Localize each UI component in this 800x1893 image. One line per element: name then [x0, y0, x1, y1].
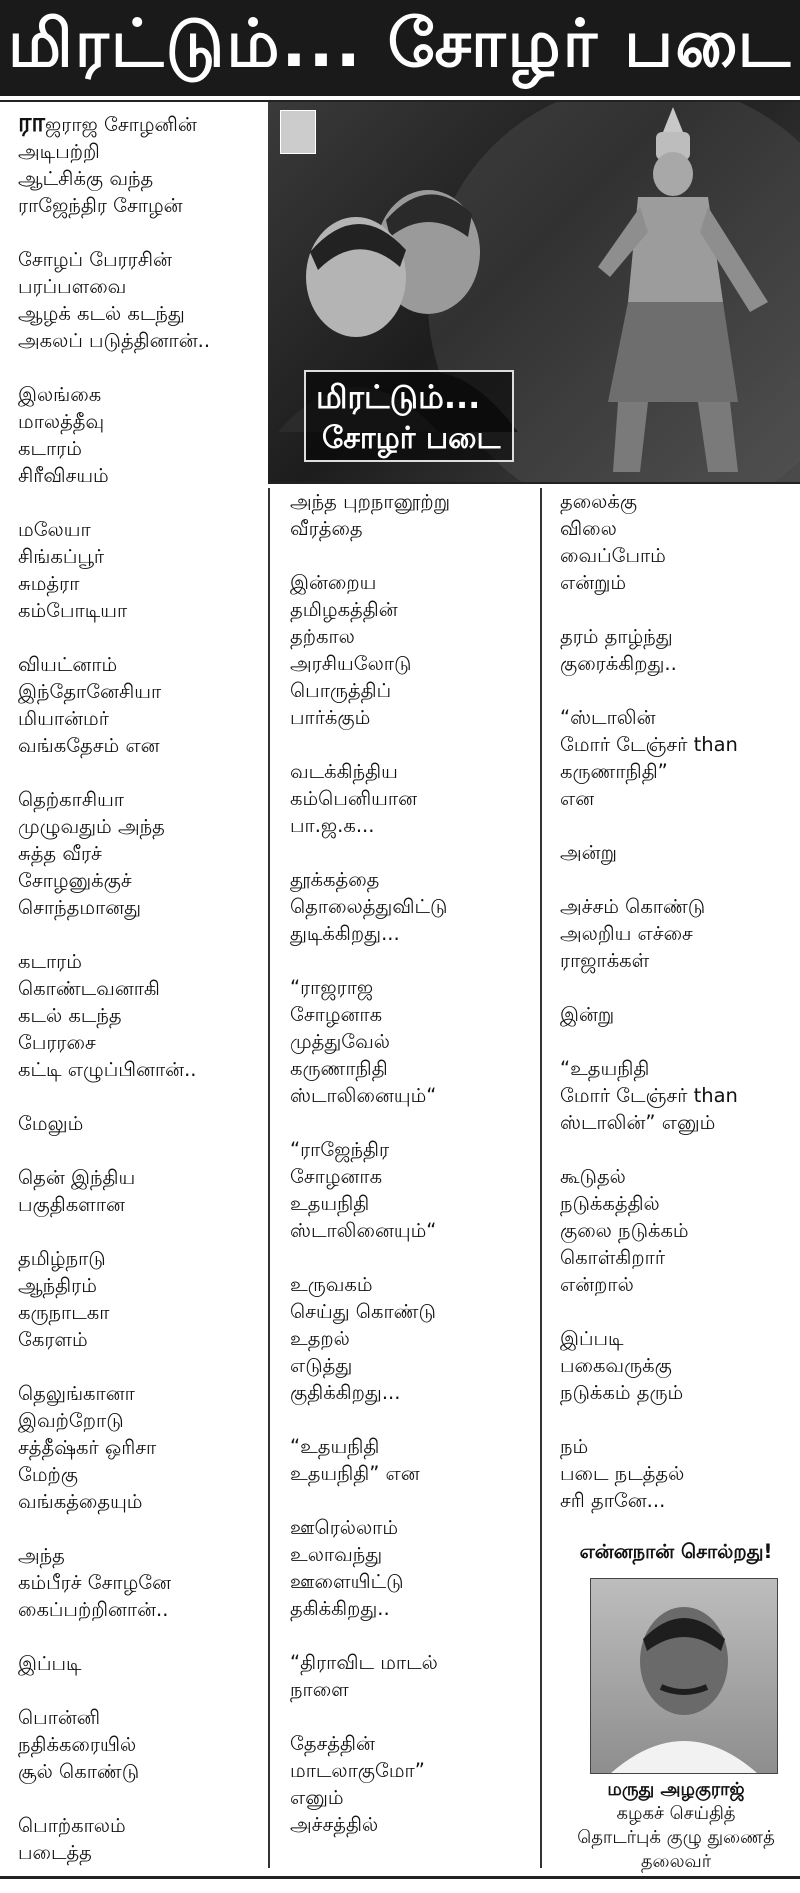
stanza: “உதயநிதி உதயநிதி” என — [290, 1435, 420, 1485]
stanza: “திராவிட மாடல் நாளை — [290, 1651, 438, 1701]
illustration-caption — [304, 370, 514, 462]
stanza: கடாரம் கொண்டவனாகி கடல் கடந்த பேரரசை கட்டி எழுப்பினான்.. — [18, 950, 197, 1081]
stanza: பொற்காலம் படைத்த — [18, 1814, 126, 1864]
stanza: கூடுதல் நடுக்கத்தில் குலை நடுக்கம் கொள்கிறார் என்றால் — [560, 1165, 689, 1296]
column-divider — [540, 488, 542, 1868]
stanza: தரம் தாழ்ந்து குரைக்கிறது.. — [560, 625, 677, 675]
stanza: சோழப் பேரரசின் பரப்பளவை ஆழக் கடல் கடந்து அகலப் படுத்தினான்.. — [18, 248, 211, 352]
column-3 — [560, 488, 790, 1541]
author-role-line: தலைவர் — [640, 1851, 712, 1872]
portrait-stamp — [280, 110, 316, 154]
stanza: ஊரெல்லாம் உலாவந்து ஊளையிட்டு தகிக்கிறது.. — [290, 1516, 404, 1620]
stanza: தெற்காசியா முழுவதும் அந்த சுத்த வீரச் சோழனுக்குச் சொந்தமானது — [18, 788, 165, 919]
stanza: “ஸ்டாலின் மோர் டேஞ்சர் than கருணாநிதி” என — [560, 706, 738, 810]
stanza: “ராஜராஜ சோழனாக முத்துவேல் கருணாநிதி ஸ்டாலினையும்“ — [290, 976, 437, 1107]
stanza: இலங்கை மாலத்தீவு கடாரம் சிரீவிசயம் — [18, 383, 109, 487]
stanza: தூக்கத்தை தொலைத்துவிட்டு துடிக்கிறது... — [290, 868, 448, 945]
signoff-heading: என்னநான் சொல்றது! — [579, 1540, 773, 1563]
author-name: மருது அழகுராஜ் — [607, 1779, 745, 1800]
portrait-art — [591, 1579, 777, 1773]
stanza: இப்படி பகைவருக்கு நடுக்கம் தரும் — [560, 1327, 684, 1404]
stanza: தெலுங்கானா இவற்றோடு சத்தீஷ்கர் ஒரிசா மேற்கு வங்கத்தையும் — [18, 1382, 157, 1513]
stanza: அன்று — [560, 841, 617, 864]
author-role-line: தொடர்புக் குழு துணைத் — [577, 1827, 775, 1848]
caption-line-2: சோழர் படை — [322, 421, 501, 456]
stanza: வியட்னாம் இந்தோனேசியா மியான்மர் வங்கதேசம் என — [18, 653, 162, 757]
stanza: தலைக்கு விலை வைப்போம் என்றும் — [560, 490, 666, 594]
stanza: இன்று — [560, 1003, 615, 1026]
drop-cap: ரா — [18, 108, 46, 138]
headline-title: மிரட்டும்... சோழர் படை — [7, 5, 793, 82]
author-role-line: கழகச் செய்தித் — [616, 1803, 736, 1824]
stanza: மேலும் — [18, 1112, 84, 1135]
stanza: அந்த புறநானூற்று வீரத்தை — [290, 490, 451, 540]
stanza: தென் இந்திய பகுதிகளான — [18, 1166, 136, 1216]
stanza: பொன்னி நதிக்கரையில் சூல் கொண்டு — [18, 1706, 140, 1783]
column-divider — [268, 488, 270, 1868]
stanza: “ராஜேந்திர சோழனாக உதயநிதி ஸ்டாலினையும்“ — [290, 1138, 437, 1242]
column-1 — [18, 110, 263, 1893]
stanza-text: ஜராஜ சோழனின் அடிபற்றி ஆட்சிக்கு வந்த ராஜேந்திர சோழன் — [18, 113, 197, 217]
stanza: நம் படை நடத்தல் சரி தானே... — [560, 1435, 685, 1512]
stanza: இப்படி — [18, 1652, 82, 1675]
feature-illustration — [268, 102, 800, 484]
stanza: “உதயநிதி மோர் டேஞ்சர் than ஸ்டாலின்” எனும் — [560, 1057, 738, 1134]
stanza: உருவகம் செய்து கொண்டு உதறல் எடுத்து குதிக்கிறது... — [290, 1273, 436, 1404]
stanza: தேசத்தின் மாடலாகுமோ” எனும் அச்சத்தில் — [290, 1732, 425, 1836]
stanza — [18, 110, 263, 219]
stanza: அந்த கம்பீரச் சோழனே கைப்பற்றினான்.. — [18, 1544, 172, 1621]
author-portrait — [590, 1578, 778, 1774]
stanza: தமிழ்நாடு ஆந்திரம் கருநாடகா கேரளம் — [18, 1247, 110, 1351]
stanza: இன்றைய தமிழகத்தின் தற்கால அரசியலோடு பொருத்திப் பார்க்கும் — [290, 571, 412, 729]
author-block — [556, 1778, 796, 1874]
stanza: வடக்கிந்திய கம்பெனியான பா.ஜ.க... — [290, 760, 417, 837]
stanza: மலேயா சிங்கப்பூர் சுமத்ரா கம்போடியா — [18, 518, 128, 622]
bottom-border — [0, 1876, 800, 1879]
column-2 — [290, 488, 490, 1865]
headline-banner — [0, 0, 800, 96]
stanza: அச்சம் கொண்டு அலறிய எச்சை ராஜாக்கள் — [560, 895, 706, 972]
caption-line-1: மிரட்டும்... — [316, 378, 481, 416]
